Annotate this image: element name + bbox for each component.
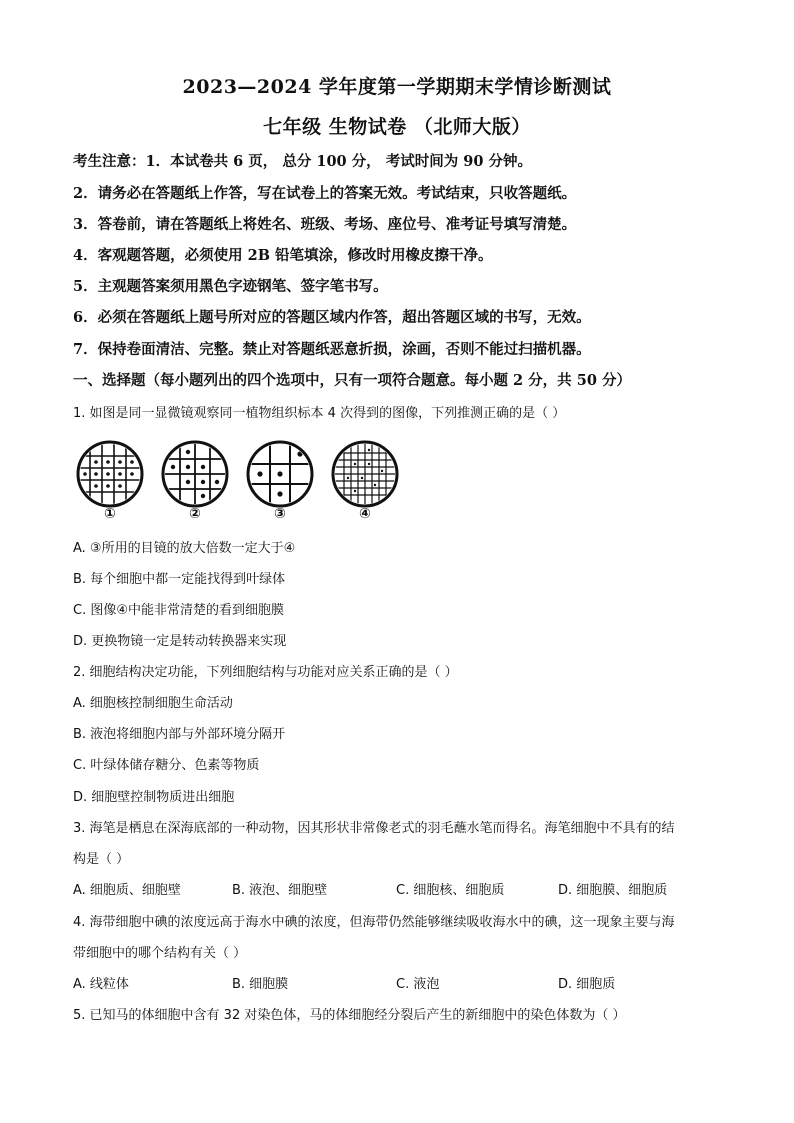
section-heading: 一、选择题（每小题列出的四个选项中，只有一项符合题意。每小题 2 分，共 50 分）: [73, 372, 631, 389]
q2-option-b: B. 液泡将细胞内部与外部环境分隔开: [73, 727, 286, 742]
question-5-stem: 5. 已知马的体细胞中含有 32 对染色体，马的体细胞经分裂后产生的新细胞中的染色体数为（ ）: [73, 1008, 626, 1023]
figure-label-4: ④: [359, 506, 371, 522]
microscope-figure: [73, 432, 403, 532]
microscope-view-3: [248, 442, 312, 506]
q4-option-b: B. 细胞膜: [232, 977, 289, 992]
q1-option-c: C. 图像④中能非常清楚的看到细胞膜: [73, 603, 284, 618]
notice-line-6: 6．必须在答题纸上题号所对应的答题区域内作答，超出答题区域的书写，无效。: [73, 309, 591, 326]
q1-option-d: D. 更换物镜一定是转动转换器来实现: [73, 634, 287, 649]
q3-option-a: A. 细胞质、细胞壁: [73, 883, 181, 898]
q4-option-c: C. 液泡: [396, 977, 440, 992]
question-4-stem-line-2: 带细胞中的哪个结构有关（ ）: [73, 946, 247, 961]
q3-option-d: D. 细胞膜、细胞质: [558, 883, 668, 898]
exam-subtitle: 七年级 生物试卷 （北师大版）: [263, 116, 531, 138]
q2-option-a: A. 细胞核控制细胞生命活动: [73, 696, 233, 711]
notice-line-2: 2．请务必在答题纸上作答，写在试卷上的答案无效。考试结束，只收答题纸。: [73, 185, 577, 202]
figure-label-2: ②: [189, 506, 201, 522]
notice-line-5: 5．主观题答案须用黑色字迹钢笔、签字笔书写。: [73, 278, 388, 295]
q2-option-d: D. 细胞壁控制物质进出细胞: [73, 790, 235, 805]
question-3-stem-line-2: 构是（ ）: [73, 852, 130, 867]
q3-option-b: B. 液泡、细胞壁: [232, 883, 328, 898]
q3-option-c: C. 细胞核、细胞质: [396, 883, 505, 898]
q4-option-a: A. 线粒体: [73, 977, 129, 992]
notice-line-4: 4．客观题答题，必须使用 2B 铅笔填涂，修改时用橡皮擦干净。: [73, 247, 493, 264]
question-2-stem: 2. 细胞结构决定功能，下列细胞结构与功能对应关系正确的是（ ）: [73, 665, 458, 680]
figure-label-1: ①: [104, 506, 116, 522]
q4-option-d: D. 细胞质: [558, 977, 616, 992]
notice-line-3: 3．答卷前，请在答题纸上将姓名、班级、考场、座位号、准考证号填写清楚。: [73, 216, 577, 233]
q2-option-c: C. 叶绿体储存糖分、色素等物质: [73, 758, 260, 773]
microscope-view-4: [333, 442, 397, 506]
notice-line-1: 考生注意：1．本试卷共 6 页， 总分 100 分， 考试时间为 90 分钟。: [73, 153, 533, 170]
microscope-view-2: [163, 442, 227, 506]
notice-line-7: 7．保持卷面清洁、完整。禁止对答题纸恶意折损，涂画，否则不能过扫描机器。: [73, 341, 591, 358]
question-4-stem-line-1: 4. 海带细胞中碘的浓度远高于海水中碘的浓度，但海带仍然能够继续吸收海水中的碘，这一现象主要与海: [73, 915, 675, 930]
exam-title: 2023—2024 学年度第一学期期末学情诊断测试: [182, 76, 612, 98]
q1-option-a: A. ③所用的目镜的放大倍数一定大于④: [73, 541, 296, 556]
question-1-stem: 1. 如图是同一显微镜观察同一植物组织标本 4 次得到的图像，下列推测正确的是（ ）: [73, 406, 566, 421]
q1-option-b: B. 每个细胞中都一定能找得到叶绿体: [73, 572, 286, 587]
microscope-view-1: [78, 442, 142, 506]
figure-label-3: ③: [274, 506, 286, 522]
microscope-views-svg: [73, 432, 403, 532]
question-3-stem-line-1: 3. 海笔是栖息在深海底部的一种动物，因其形状非常像老式的羽毛蘸水笔而得名。海笔细胞中不具有的结: [73, 821, 675, 836]
